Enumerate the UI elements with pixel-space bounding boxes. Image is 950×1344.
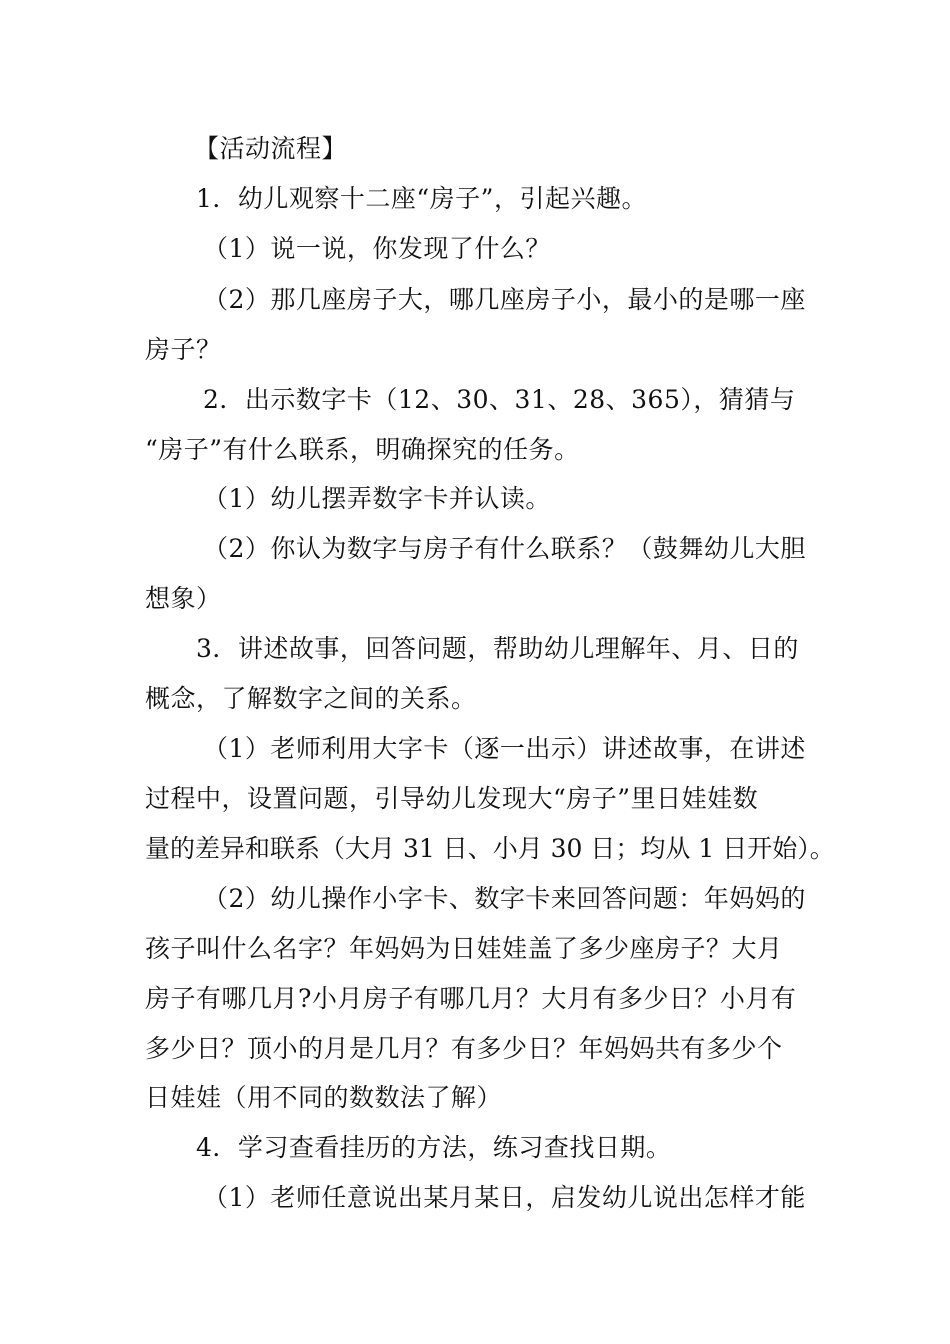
paragraph-line: “房子”有什么联系，明确探究的任务。 (145, 435, 580, 464)
paragraph-line: （2）幼儿操作小字卡、数字卡来回答问题：年妈妈的 (203, 884, 806, 913)
paragraph-line: （1）老师任意说出某月某日，启发幼儿说出怎样才能 (203, 1183, 806, 1212)
paragraph-line: 房子有哪几月?小月房子有哪几月？大月有多少日？小月有 (145, 984, 797, 1013)
paragraph-line: 日娃娃（用不同的数数法了解） (145, 1083, 503, 1112)
paragraph-line: 过程中，设置问题，引导幼儿发现大“房子”里日娃娃数 (145, 784, 759, 813)
paragraph-line: 孩子叫什么名字？年妈妈为日娃娃盖了多少座房子？大月 (145, 934, 783, 963)
paragraph-line: 1．幼儿观察十二座“房子”，引起兴趣。 (196, 184, 647, 213)
paragraph-line: （2）那几座房子大，哪几座房子小，最小的是哪一座 (203, 285, 806, 314)
paragraph-line: 量的差异和联系（大月 31 日、小月 30 日；均从 1 日开始）。 (145, 834, 835, 863)
paragraph-line: 概念，了解数字之间的关系。 (145, 684, 477, 713)
paragraph-line: 房子？ (145, 335, 222, 364)
paragraph-line: 多少日？顶小的月是几月？有多少日？年妈妈共有多少个 (145, 1034, 783, 1063)
paragraph-line: （1）说一说，你发现了什么？ (203, 234, 551, 263)
paragraph-line: （1）老师利用大字卡（逐一出示）讲述故事，在讲述 (203, 734, 806, 763)
paragraph-line: （2）你认为数字与房子有什么联系？（鼓舞幼儿大胆 (203, 534, 806, 563)
paragraph-line: 2．出示数字卡（12、30、31、28、365），猜猜与 (203, 385, 796, 414)
paragraph-line: 3．讲述故事，回答问题，帮助幼儿理解年、月、日的 (196, 634, 799, 663)
paragraph-line: 想象） (145, 584, 222, 613)
paragraph-line: （1）幼儿摆弄数字卡并认读。 (203, 484, 551, 513)
paragraph-line: 4．学习查看挂历的方法，练习查找日期。 (196, 1133, 672, 1162)
section-heading: 【活动流程】 (194, 134, 348, 163)
